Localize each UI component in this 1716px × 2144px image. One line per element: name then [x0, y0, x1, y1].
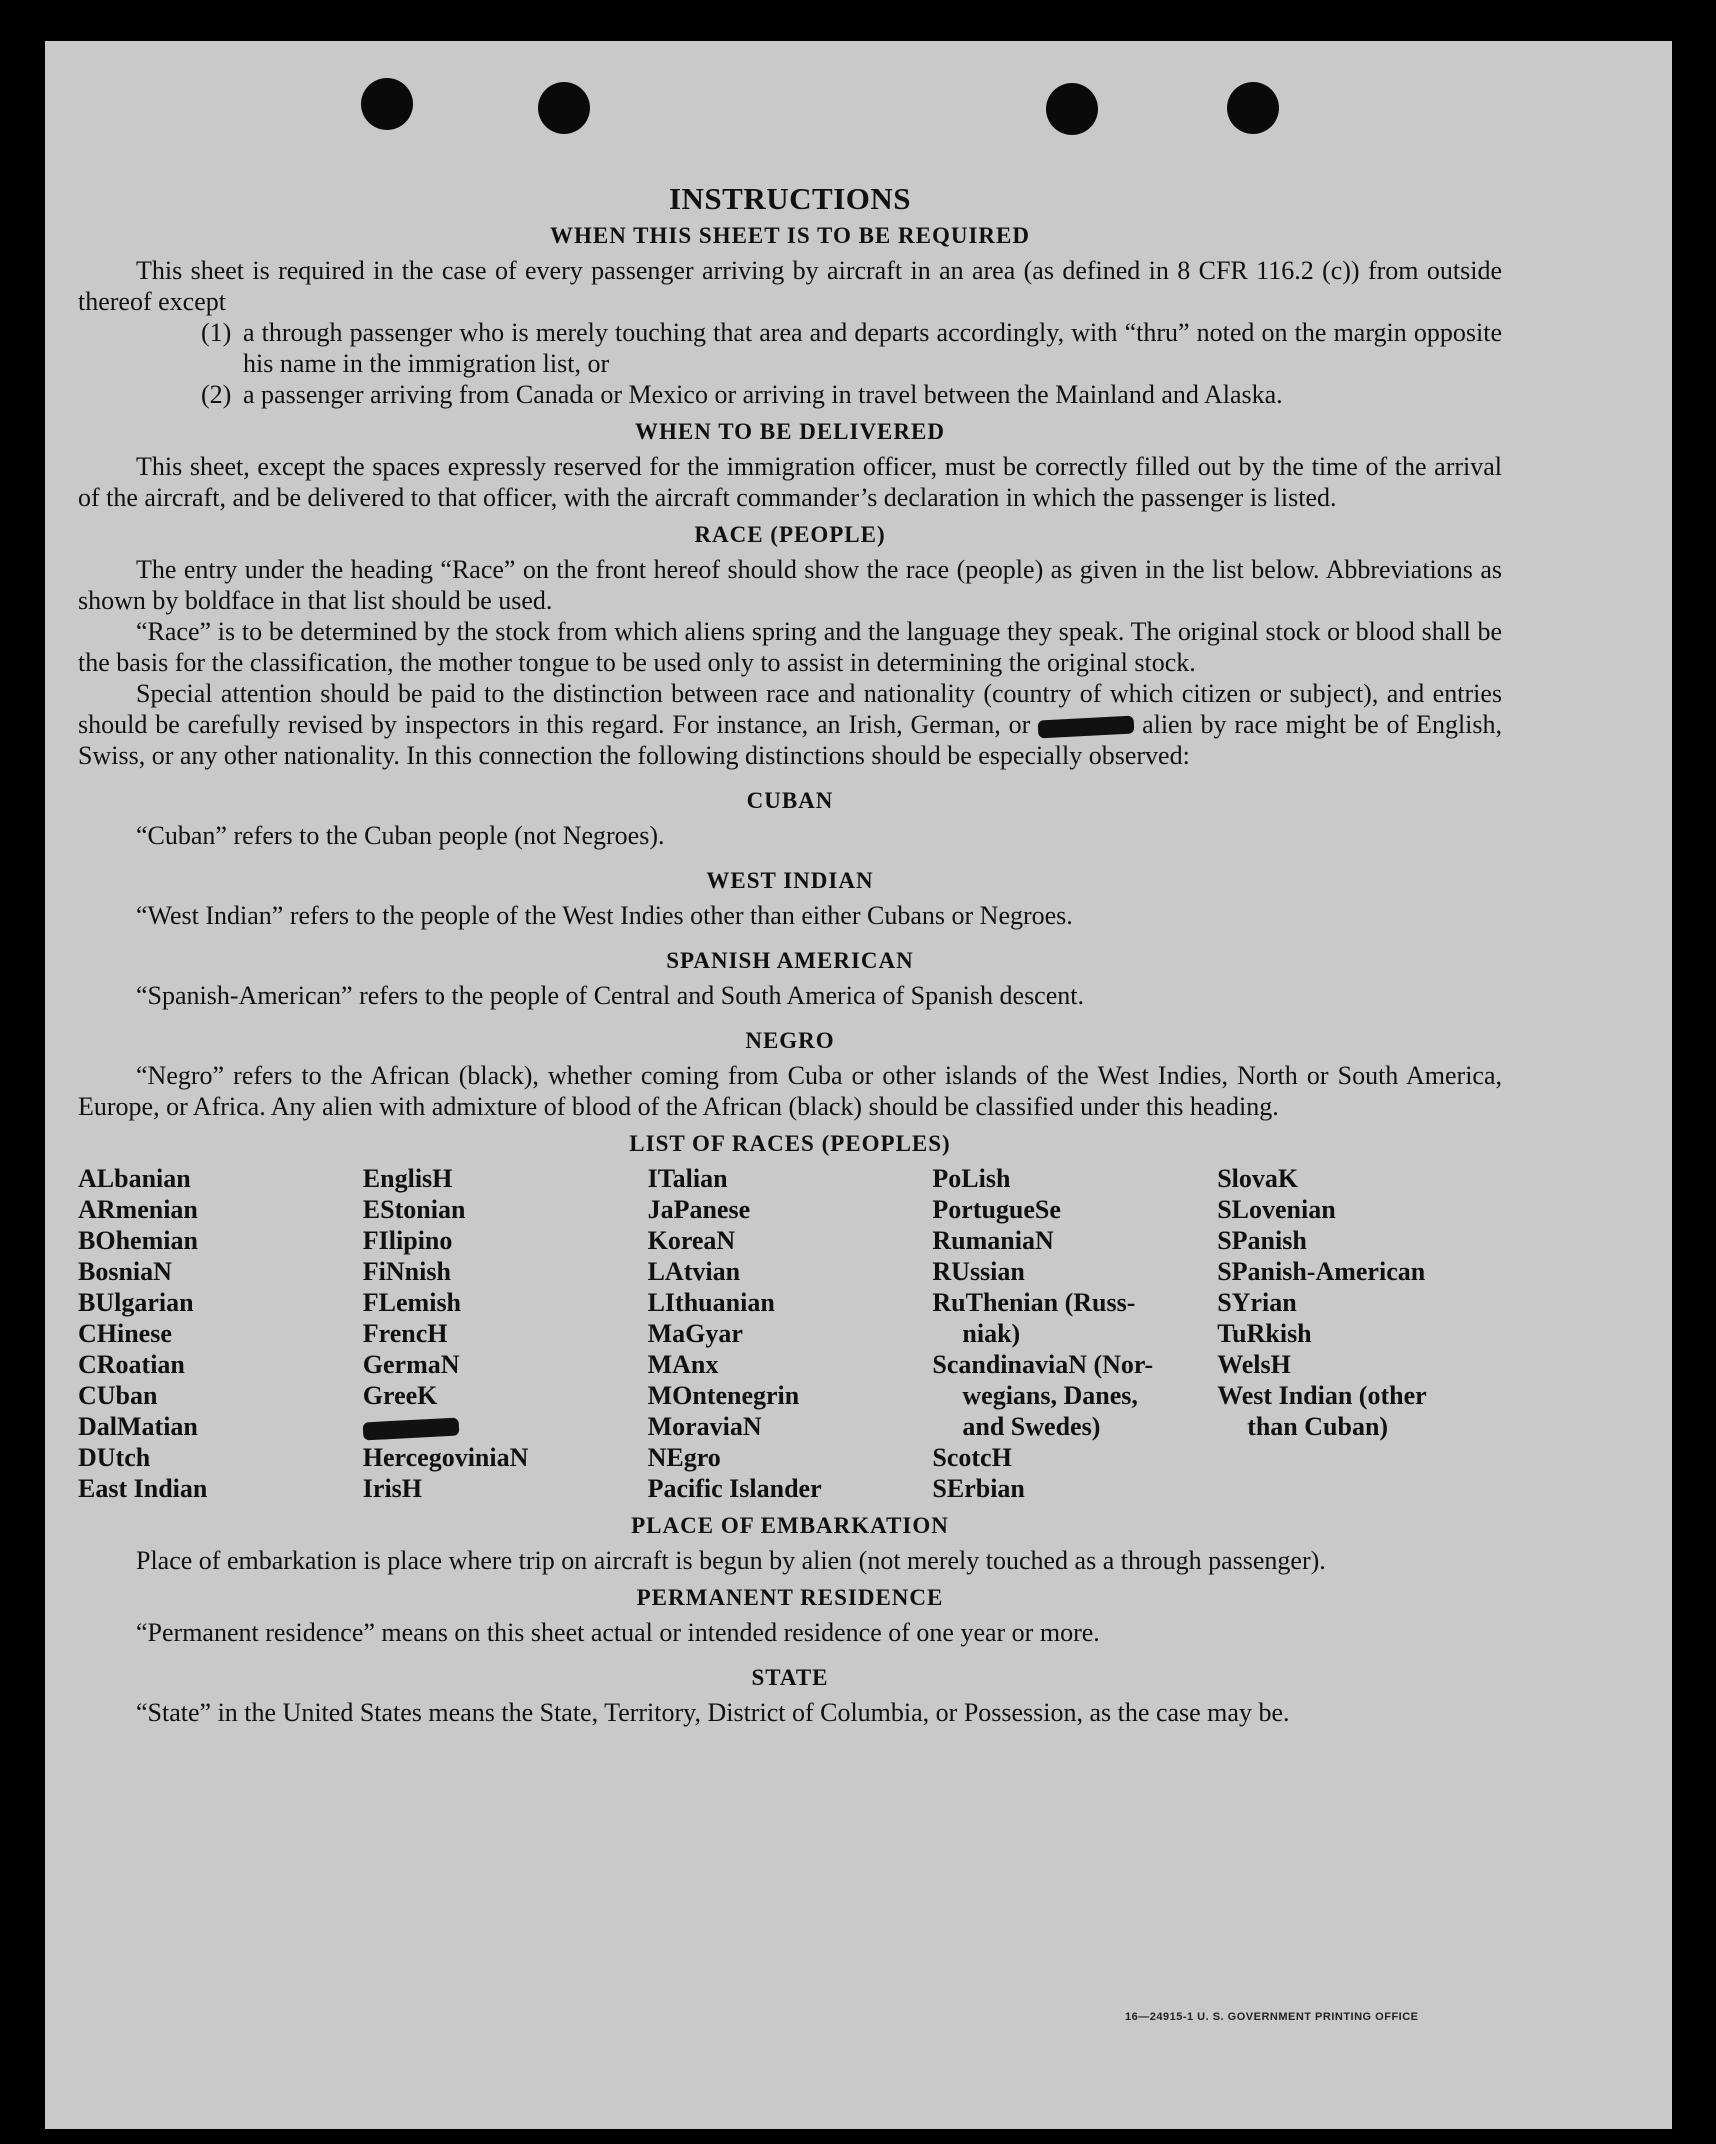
race-item: SYrian [1217, 1288, 1297, 1317]
item-number: (1) [201, 318, 232, 347]
race-item: TuRkish [1217, 1319, 1312, 1348]
race-item: and Swedes) [962, 1412, 1101, 1441]
race-item: SPanish [1217, 1226, 1307, 1255]
list-item [78, 317, 1502, 379]
race-item: East Indian [78, 1474, 208, 1503]
paragraph: “West Indian” refers to the people of the West Indies other than either Cubans or Negroes. [136, 901, 1073, 930]
race-item: PortugueSe [932, 1195, 1061, 1224]
race-item: JaPanese [647, 1195, 751, 1224]
paragraph-text: alien by race might be of English, Swiss, or any other nationality. In this connection the following distinctions should be especially observed: [78, 710, 1503, 770]
paragraph [78, 678, 1502, 771]
paragraph-text: Special attention should be paid to the distinction between race and nationality (country of which citizen or subject), and entries should be carefully revised by inspectors in this regard. For instance, an Irish, German, or [78, 679, 1502, 739]
section-heading: RACE (PEOPLE) [694, 522, 886, 547]
race-item: HercegoviniaN [362, 1443, 529, 1472]
paragraph: This sheet, except the spaces expressly reserved for the immigration officer, must be correctly filled out by the time of the arrival of the aircraft, and be delivered to that officer, with the aircraft commander’s declaration in which the passenger is listed. [78, 452, 1502, 512]
race-item: FIlipino [362, 1226, 453, 1255]
races-column [78, 1163, 363, 1504]
punch-hole [538, 82, 590, 134]
race-item: ScandinaviaN (Nor- [932, 1350, 1154, 1379]
document-body [78, 183, 1502, 1728]
race-item: GermaN [362, 1350, 460, 1379]
paragraph: “Race” is to be determined by the stock from which aliens spring and the language they speak. The original stock or blood shall be the basis for the classification, the mother tongue to be used only to assist in determining the original stock. [78, 617, 1502, 677]
race-item: ITalian [647, 1164, 728, 1193]
race-item: BUlgarian [78, 1288, 194, 1317]
race-item: BOhemian [78, 1226, 198, 1255]
race-item: MOntenegrin [647, 1381, 800, 1410]
paragraph: “Permanent residence” means on this sheet actual or intended residence of one year or more. [136, 1618, 1100, 1647]
race-item: CHinese [78, 1319, 172, 1348]
race-item: BosniaN [78, 1257, 172, 1286]
race-item: SPanish-American [1217, 1257, 1426, 1286]
paragraph: The entry under the heading “Race” on the front hereof should show the race (people) as given in the list below. Abbreviations as shown by boldface in that list should be used. [78, 555, 1502, 615]
redaction-mark [1038, 716, 1135, 739]
race-item: SLovenian [1217, 1195, 1336, 1224]
race-item: wegians, Danes, [962, 1381, 1138, 1410]
section-heading: WHEN THIS SHEET IS TO BE REQUIRED [550, 223, 1030, 248]
section-heading: WHEN TO BE DELIVERED [635, 419, 945, 444]
section-heading: LIST OF RACES (PEOPLES) [629, 1131, 951, 1156]
section-heading: PERMANENT RESIDENCE [636, 1585, 944, 1610]
race-item: LIthuanian [647, 1288, 775, 1317]
races-column [648, 1163, 933, 1504]
race-item: KoreaN [647, 1226, 736, 1255]
race-item: ScotcH [932, 1443, 1012, 1472]
race-item: EnglisH [362, 1164, 453, 1193]
item-text: a passenger arriving from Canada or Mexico or arriving in travel between the Mainland and Alaska. [243, 380, 1283, 409]
race-item: ARmenian [78, 1195, 198, 1224]
section-heading: WEST INDIAN [706, 868, 874, 893]
race-item: Pacific Islander [647, 1474, 822, 1503]
race-item: RuThenian (Russ- [932, 1288, 1136, 1317]
paragraph: “Spanish-American” refers to the people of Central and South America of Spanish descent. [136, 981, 1084, 1010]
document-sheet [45, 41, 1672, 2129]
race-item: MAnx [647, 1350, 719, 1379]
race-item: CUban [78, 1381, 158, 1410]
race-item-redacted [363, 1411, 648, 1442]
race-item: MoraviaN [647, 1412, 762, 1441]
race-item: GreeK [362, 1381, 438, 1410]
race-item: RUssian [932, 1257, 1025, 1286]
section-heading: PLACE OF EMBARKATION [631, 1513, 949, 1538]
page-title: INSTRUCTIONS [668, 181, 911, 216]
races-column [1217, 1163, 1502, 1504]
race-item: FiNnish [362, 1257, 451, 1286]
paragraph: “Negro” refers to the African (black), whether coming from Cuba or other islands of the West Indies, North or South America, Europe, or Africa. Any alien with admixture of blood of the African (black) should be classified under this heading. [78, 1061, 1502, 1121]
list-item [78, 379, 1502, 410]
race-item: EStonian [362, 1195, 466, 1224]
print-office-footer: 16—24915-1 U. S. GOVERNMENT PRINTING OFFICE [1125, 2011, 1419, 2023]
paragraph: “Cuban” refers to the Cuban people (not Negroes). [136, 821, 665, 850]
races-column [932, 1163, 1217, 1504]
race-item: than Cuban) [1247, 1412, 1389, 1441]
punch-hole [1227, 82, 1279, 134]
race-item: MaGyar [647, 1319, 743, 1348]
section-heading: SPANISH AMERICAN [666, 948, 914, 973]
punch-hole [361, 78, 413, 130]
race-item: IrisH [362, 1474, 423, 1503]
race-item: PoLish [932, 1164, 1011, 1193]
race-item: DUtch [78, 1443, 151, 1472]
paragraph: Place of embarkation is place where trip on aircraft is begun by alien (not merely touched as a through passenger). [136, 1546, 1326, 1575]
section-heading: CUBAN [746, 788, 834, 813]
race-item: SlovaK [1217, 1164, 1299, 1193]
paragraph: This sheet is required in the case of every passenger arriving by aircraft in an area (as defined in 8 CFR 116.2 (c)) from outside thereof except [78, 256, 1502, 316]
race-item: LAtvian [647, 1257, 741, 1286]
race-item: FLemish [362, 1288, 462, 1317]
item-number: (2) [201, 380, 232, 409]
race-item: DalMatian [78, 1412, 198, 1441]
punch-hole [1046, 83, 1098, 135]
race-item: NEgro [647, 1443, 721, 1472]
section-heading: STATE [751, 1665, 829, 1690]
redaction-mark [362, 1418, 459, 1441]
race-item: ALbanian [78, 1164, 191, 1193]
races-column [363, 1163, 648, 1504]
race-item: niak) [962, 1319, 1021, 1348]
race-item: CRoatian [78, 1350, 185, 1379]
paragraph: “State” in the United States means the State, Territory, District of Columbia, or Possession, as the case may be. [136, 1698, 1290, 1727]
race-item: SErbian [932, 1474, 1025, 1503]
race-item: WelsH [1217, 1350, 1291, 1379]
race-item: RumaniaN [932, 1226, 1054, 1255]
races-list [78, 1163, 1502, 1504]
race-item: FrencH [362, 1319, 448, 1348]
race-item: West Indian (other [1217, 1381, 1427, 1410]
item-text: a through passenger who is merely touching that area and departs accordingly, with “thru” noted on the margin opposite his name in the immigration list, or [243, 318, 1502, 378]
section-heading: NEGRO [745, 1028, 835, 1053]
